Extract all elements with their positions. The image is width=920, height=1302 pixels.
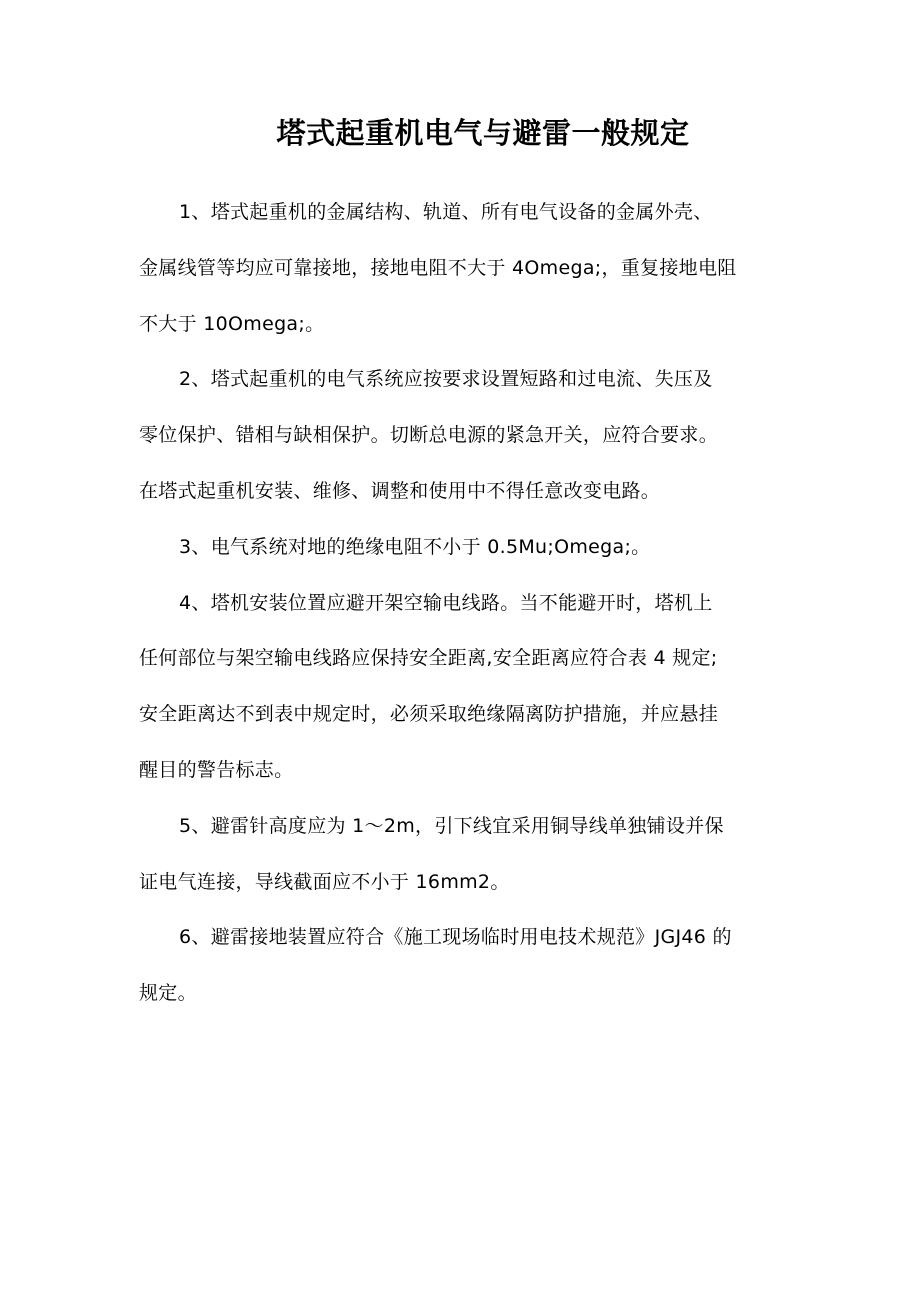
paragraph-2 — [139, 352, 799, 519]
paragraph-line: 3、电气系统对地的绝缘电阻不小于 0.5Mu;Omega;。 — [179, 535, 651, 558]
paragraph-line: 6、避雷接地装置应符合《施工现场临时用电技术规范》JGJ46 的 — [179, 926, 732, 949]
paragraph-line: 不大于 10Omega;。 — [139, 312, 325, 335]
paragraph-line: 零位保护、错相与缺相保护。切断总电源的紧急开关，应符合要求。 — [139, 424, 719, 447]
paragraph-1 — [139, 185, 799, 352]
document-title: 塔式起重机电气与避雷一般规定 — [276, 116, 690, 150]
paragraph-line: 安全距离达不到表中规定时，必须采取绝缘隔离防护措施，并应悬挂 — [139, 703, 719, 726]
paragraph-line: 任何部位与架空输电线路应保持安全距离,安全距离应符合表 4 规定; — [139, 647, 718, 670]
paragraph-line: 在塔式起重机安装、维修、调整和使用中不得任意改变电路。 — [139, 479, 661, 502]
paragraph-4 — [139, 576, 799, 799]
paragraph-6 — [139, 910, 799, 1022]
paragraph-line: 1、塔式起重机的金属结构、轨道、所有电气设备的金属外壳、 — [179, 201, 713, 223]
paragraph-line: 醒目的警告标志。 — [139, 758, 294, 781]
paragraph-5 — [139, 799, 799, 911]
paragraph-3 — [139, 520, 799, 576]
paragraph-line: 5、避雷针高度应为 1～2m，引下线宜采用铜导线单独铺设并保 — [179, 814, 724, 837]
paragraph-line: 4、塔机安装位置应避开架空输电线路。当不能避开时，塔机上 — [179, 591, 713, 614]
paragraph-line: 2、塔式起重机的电气系统应按要求设置短路和过电流、失压及 — [179, 368, 713, 391]
paragraph-line: 证电气连接，导线截面应不小于 16mm2。 — [139, 870, 510, 893]
document-body — [139, 185, 799, 1022]
paragraph-line: 规定。 — [139, 982, 197, 1005]
paragraph-line: 金属线管等均应可靠接地，接地电阻不大于 4Omega;，重复接地电阻 — [139, 256, 737, 279]
